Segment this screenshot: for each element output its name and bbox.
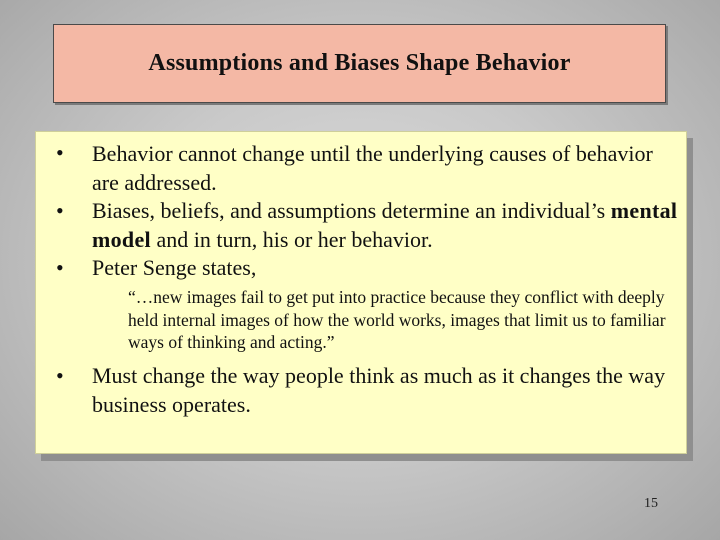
title-box (53, 24, 666, 103)
bullet-item-2 (92, 196, 682, 254)
bullet-item-2-text: Biases, beliefs, and assumptions determine an individual’s (92, 198, 611, 223)
bullet-item-4: Must change the way people think as much as it changes the way business operates. (92, 363, 666, 417)
bullet-item-3: Peter Senge states, (92, 255, 257, 280)
bullet-marker: • (56, 198, 64, 223)
bullet-marker: • (56, 255, 64, 280)
slide-title: Assumptions and Biases Shape Behavior (148, 50, 571, 76)
bullet-marker: • (56, 140, 64, 165)
mental-model-emphasis: mental model (92, 198, 678, 252)
page-number: 15 (644, 496, 658, 511)
senge-quote: “…new images fail to get put into practice because they conflict with deeply held internal images of how the world works, images that limit us to familiar ways of thinking and acting.” (128, 287, 666, 352)
bullet-item-2-text-end: and in turn, his or her behavior. (150, 227, 433, 252)
body-box (35, 131, 687, 454)
bullet-item-1: Behavior cannot change until the underlying causes of behavior are addressed. (92, 141, 653, 195)
bullet-marker: • (56, 363, 64, 388)
